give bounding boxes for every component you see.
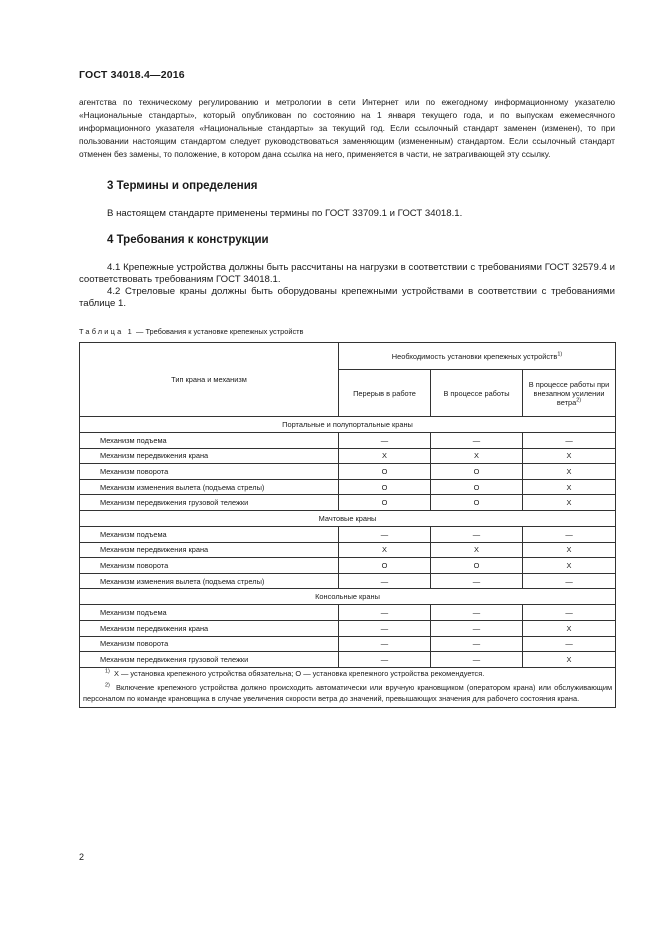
table-row: Механизм изменения вылета (подъема стрелы) — — — [80, 573, 616, 589]
group-title: Консольные краны [80, 589, 616, 605]
section-4-title: 4 Требования к конструкции [107, 234, 269, 246]
table-row: Механизм изменения вылета (подъема стрелы) O O X [80, 479, 616, 495]
header-wind: В процессе работы при внезапном усилении ветра$^{2)}$ [523, 370, 616, 417]
table-caption-label: Таблица 1 [79, 327, 134, 336]
table-row: Механизм передвижения грузовой тележки O O X [80, 495, 616, 511]
table-row: Механизм подъема — — — [80, 433, 616, 449]
intro-paragraph: агентства по техническому регулированию и метрологии в сети Интернет или по ежегодному информационному указателю «Национальные стандарты», который опубликован по состоянию на 1 января текущего года, и по выпускам ежемесячного информационного указателя «Национальные стандарты» за текущий год. Если ссылочный стандарт заменен (изменен), то при пользовании настоящим стандартом следует руководствоваться заменяющим (измененным) стандартом. Если ссылочный стандарт отменен без замены, то положение, в котором дана ссылка на него, применяется в части, не затрагивающей эту ссылку. [79, 97, 615, 159]
document-code: ГОСТ 34018.4—2016 [79, 69, 185, 81]
table-row: Механизм поворота O O X [80, 558, 616, 574]
table-caption [79, 327, 303, 336]
footnote-ref-1: 1) [557, 351, 563, 358]
table-notes [80, 667, 616, 707]
footnote-ref-2: 2) [576, 397, 582, 404]
table-row: Механизм подъема — — — [80, 605, 616, 621]
section-3-title: 3 Термины и определения [107, 180, 258, 192]
table-note-2: $^{2)}$ Включение крепежного устройства должно происходить автоматически или вручную крановщиком (оператором крана) или обслуживающим персоналом по команде крановщика в случае увеличения скорости ветра до значений, превышающих значения для рабочего состояния крана. [83, 682, 613, 703]
header-break: Перерыв в работе [339, 370, 431, 417]
group-title: Мачтовые краны [80, 510, 616, 526]
table-row: Механизм передвижения грузовой тележки — — X [80, 652, 616, 668]
header-crane-type: Тип крана и механизм [80, 343, 339, 417]
table-row: Механизм поворота O O X [80, 464, 616, 480]
table-row: Механизм поворота — — — [80, 636, 616, 652]
page-number: 2 [79, 852, 85, 862]
table-note-1: $^{1)}$ X — установка крепежного устройства обязательна; O — установка крепежного устройства рекомендуется. [105, 668, 485, 678]
section-3-text: В настоящем стандарте применены термины по ГОСТ 33709.1 и ГОСТ 34018.1. [107, 208, 463, 219]
clause-4-1: 4.1 Крепежные устройства должны быть рассчитаны на нагрузки в соответствии с требованиями ГОСТ 32579.4 и соответствовать требованиям ГОСТ 34018.1. [79, 262, 615, 285]
requirements-table [79, 342, 616, 708]
header-in-process: В процессе работы [431, 370, 523, 417]
group-title: Портальные и полупортальные краны [80, 417, 616, 433]
clause-4-2: 4.2 Стреловые краны должны быть оборудованы крепежными устройствами в соответствии с требованиями таблице 1. [79, 286, 615, 309]
header-necessity: Необходимость установки крепежных устройств$^{1)}$ [339, 343, 616, 370]
table-caption-text: — Требования к установке крепежных устройств [133, 327, 304, 336]
table-row: Механизм передвижения крана X X X [80, 542, 616, 558]
table-row: Механизм передвижения крана — — X [80, 620, 616, 636]
table-row: Механизм подъема — — — [80, 526, 616, 542]
table-row: Механизм передвижения крана X X X [80, 448, 616, 464]
